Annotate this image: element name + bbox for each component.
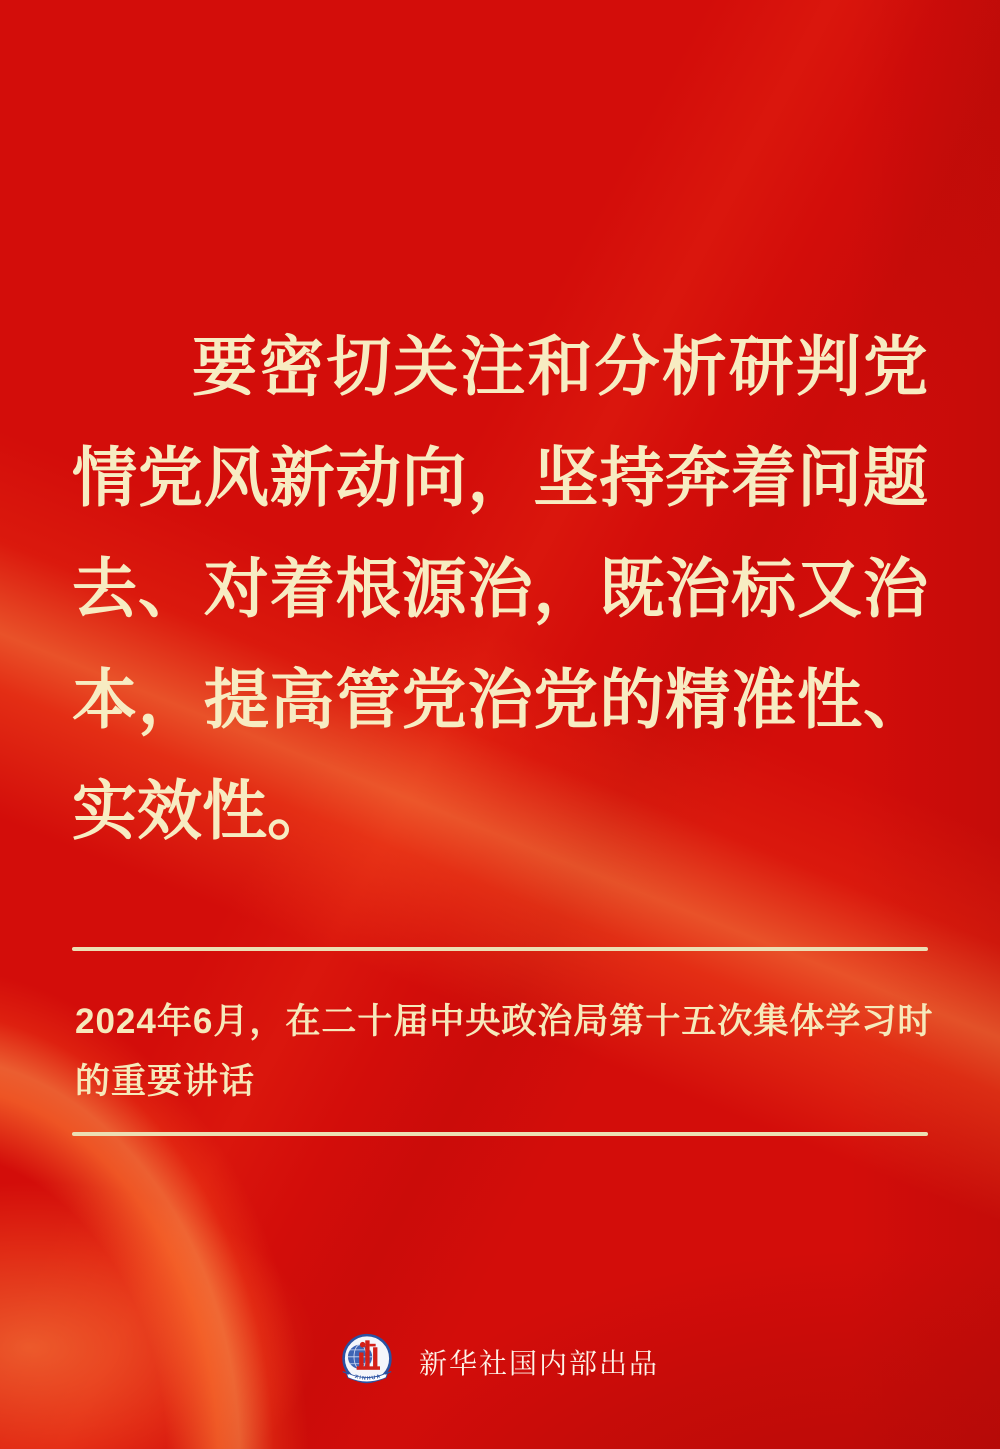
attribution-line-2: 的重要讲话: [75, 1062, 256, 1101]
logo-banner-text: XINHUA: [354, 1373, 383, 1382]
quote-block: [72, 313, 928, 868]
quote-line-2: 情党风新动向，坚持奔着问题: [72, 443, 928, 515]
attribution-line-1: 2024年6月，在二十届中央政治局第十五次集体学习时: [75, 1002, 934, 1041]
quote-line-3: 去、对着根源治，既治标又治: [72, 554, 928, 626]
publisher-text: 新华社国内部出品: [418, 1348, 659, 1379]
quote-line-1: 要密切关注和分析研判党: [192, 332, 928, 404]
footer-row: [0, 1328, 1000, 1396]
xinhua-logo-icon: [341, 1331, 393, 1393]
divider-line-bottom: [72, 1132, 928, 1136]
quote-line-4: 本，提高管党治党的精准性、: [72, 665, 928, 737]
quote-line-5: 实效性。: [72, 776, 333, 848]
attribution-block: [75, 992, 935, 1112]
divider-line-top: [72, 947, 928, 951]
